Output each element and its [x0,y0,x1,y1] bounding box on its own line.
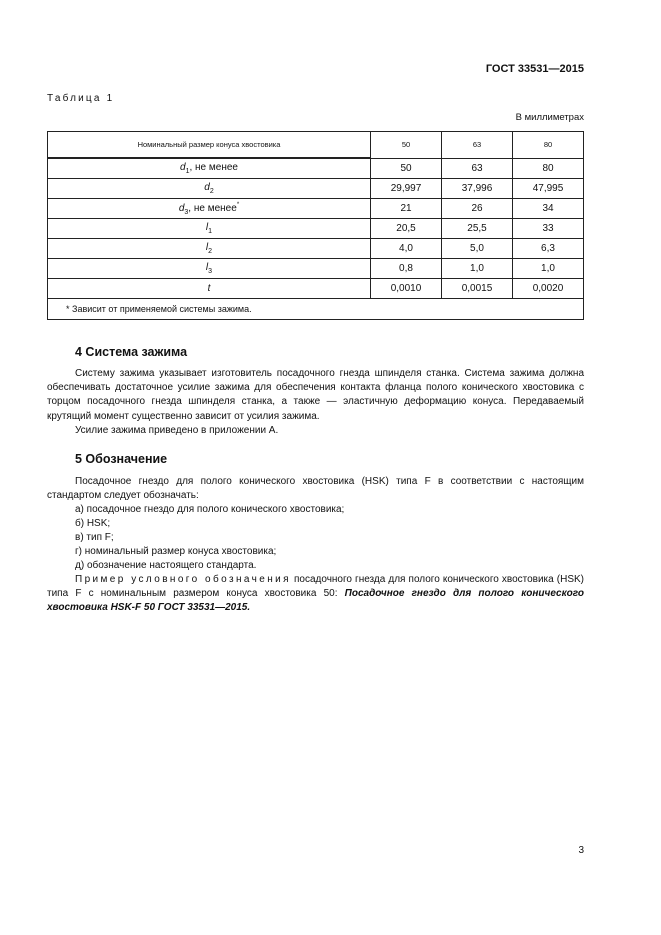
value-cell: 0,8 [371,259,442,279]
page-number: 3 [578,845,584,856]
list-item: в) тип F; [75,532,114,543]
section-4-paragraph: Систему зажима указывает изготовитель посадочного гнезда шпинделя станка. Система зажима должна обеспечивать достаточное усилие зажима для обеспечения контакта фланца полого конического хвостовика с торцом посадочного гнезда шпинделя станка, а также — эластичную деформацию конуса. Передаваемый крутящий момент существенно зависит от усилия зажима. [47,368,584,422]
list-item: а) посадочное гнездо для полого конического хвостовика; [75,504,345,515]
list-item: г) номинальный размер конуса хвостовика; [75,546,277,557]
table-row [48,179,584,199]
table-row [48,239,584,259]
value-cell: 63 [442,158,513,179]
table-row [48,219,584,239]
value-cell: 6,3 [513,239,584,259]
designation-example [47,573,584,616]
value-cell: 20,5 [371,219,442,239]
value-cell: 47,995 [513,179,584,199]
section-4-heading: 4 Система зажима [75,345,188,359]
header-label-cell: Номинальный размер конуса хвостовика [48,132,371,159]
section-5-heading: 5 Обозначение [75,452,168,466]
parameter-cell: $d_2$ [48,179,371,199]
value-cell: 26 [442,199,513,219]
table-footnote-row [48,299,584,320]
header-size-cell: 80 [513,132,584,159]
table-title: Таблица 1 [47,93,115,104]
value-cell: 1,0 [513,259,584,279]
value-cell: 29,997 [371,179,442,199]
table-row [48,279,584,299]
section-5-intro: Посадочное гнездо для полого конического хвостовика (HSK) типа F в соответствии с настоящим стандартом следует обозначать: [47,476,584,502]
table-row [48,199,584,219]
value-cell: 50 [371,158,442,179]
example-text: посадочного гнезда для полого конического хвостовика (HSK) типа F с номинальным размером конуса хвостовика 50: [47,574,584,600]
value-cell: 5,0 [442,239,513,259]
document-code: ГОСТ 33531—2015 [485,63,584,75]
value-cell: 21 [371,199,442,219]
table-footnote: * Зависит от применяемой системы зажима. [48,299,584,320]
header-size-cell: 63 [442,132,513,159]
header-size-cell: 50 [371,132,442,159]
value-cell: 37,996 [442,179,513,199]
parameter-cell: $d_1$, не менее [48,158,371,179]
value-cell: 0,0015 [442,279,513,299]
section-4-note: Усилие зажима приведено в приложении А. [75,425,279,436]
example-label: Пример условного обозначения [75,574,291,585]
table-header-row [48,132,584,159]
example-designation: Посадочное гнездо для полого конического хвостовика HSK-F 50 ГОСТ 33531—2015. [47,588,584,614]
value-cell: 33 [513,219,584,239]
table-units: В миллиметрах [515,112,584,123]
parameter-cell: $l_1$ [48,219,371,239]
value-cell: 34 [513,199,584,219]
value-cell: 0,0010 [371,279,442,299]
value-cell: 25,5 [442,219,513,239]
value-cell: 80 [513,158,584,179]
value-cell: 0,0020 [513,279,584,299]
list-item: б) HSK; [75,518,111,529]
parameter-cell: t [48,279,371,299]
table-row [48,259,584,279]
parameter-cell: $l_3$ [48,259,371,279]
table-row [48,158,584,179]
parameter-cell: $l_2$ [48,239,371,259]
value-cell: 1,0 [442,259,513,279]
list-item: д) обозначение настоящего стандарта. [75,560,257,571]
value-cell: 4,0 [371,239,442,259]
parameter-cell: $d_3$, не менее* [48,199,371,219]
dimensions-table [47,131,584,320]
